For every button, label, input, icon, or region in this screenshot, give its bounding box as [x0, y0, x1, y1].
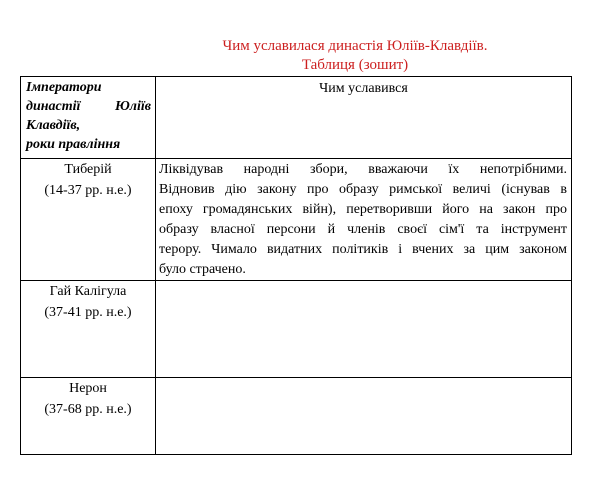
table-row	[21, 378, 572, 455]
emperor-cell	[21, 281, 156, 378]
document-title	[160, 37, 550, 75]
emperor-name: Тиберій	[64, 162, 112, 177]
description-line: образу власної персони й членів своєї сім'ї та інструмент	[159, 222, 567, 237]
emperor-years: (37-41 рр. н.е.)	[44, 305, 132, 320]
header-line: Імператори	[26, 80, 102, 95]
emperor-cell	[21, 378, 156, 455]
description-line: епоху громадянських війн), перетворивши його на закон про	[159, 202, 567, 217]
emperor-years: (14-37 рр. н.е.)	[44, 183, 132, 198]
emperor-name: Нерон	[69, 381, 107, 396]
description-cell	[156, 159, 572, 281]
table-row	[21, 159, 572, 281]
title-line-1: Чим уславилася династія Юліїв-Клавдіїв.	[222, 38, 488, 54]
emperor-name: Гай Калігула	[49, 284, 127, 299]
description-cell	[156, 378, 572, 455]
emperor-years: (37-68 рр. н.е.)	[44, 402, 132, 417]
description-line: було страчено.	[159, 262, 246, 277]
emperor-cell	[21, 159, 156, 281]
header-line: династії Юліїв	[26, 99, 151, 114]
table-header-row	[21, 77, 572, 159]
table-row	[21, 281, 572, 378]
description-cell	[156, 281, 572, 378]
header-line: Клавдіїв,	[26, 118, 81, 133]
description-line: Ліквідував народні збори, вважаючи їх непотрібними.	[159, 162, 567, 177]
header-line: роки правління	[26, 137, 121, 152]
description-line: терору. Чимало видатних політиків і вчених за цим законом	[159, 242, 567, 257]
header-emperors-cell	[21, 77, 156, 159]
header-fame-cell: Чим уславився	[156, 77, 572, 159]
description-line: Відновив дію закону про образу римської величі (існував в	[159, 182, 567, 197]
emperors-table	[20, 76, 572, 455]
title-line-2: Таблиця (зошит)	[301, 57, 409, 73]
